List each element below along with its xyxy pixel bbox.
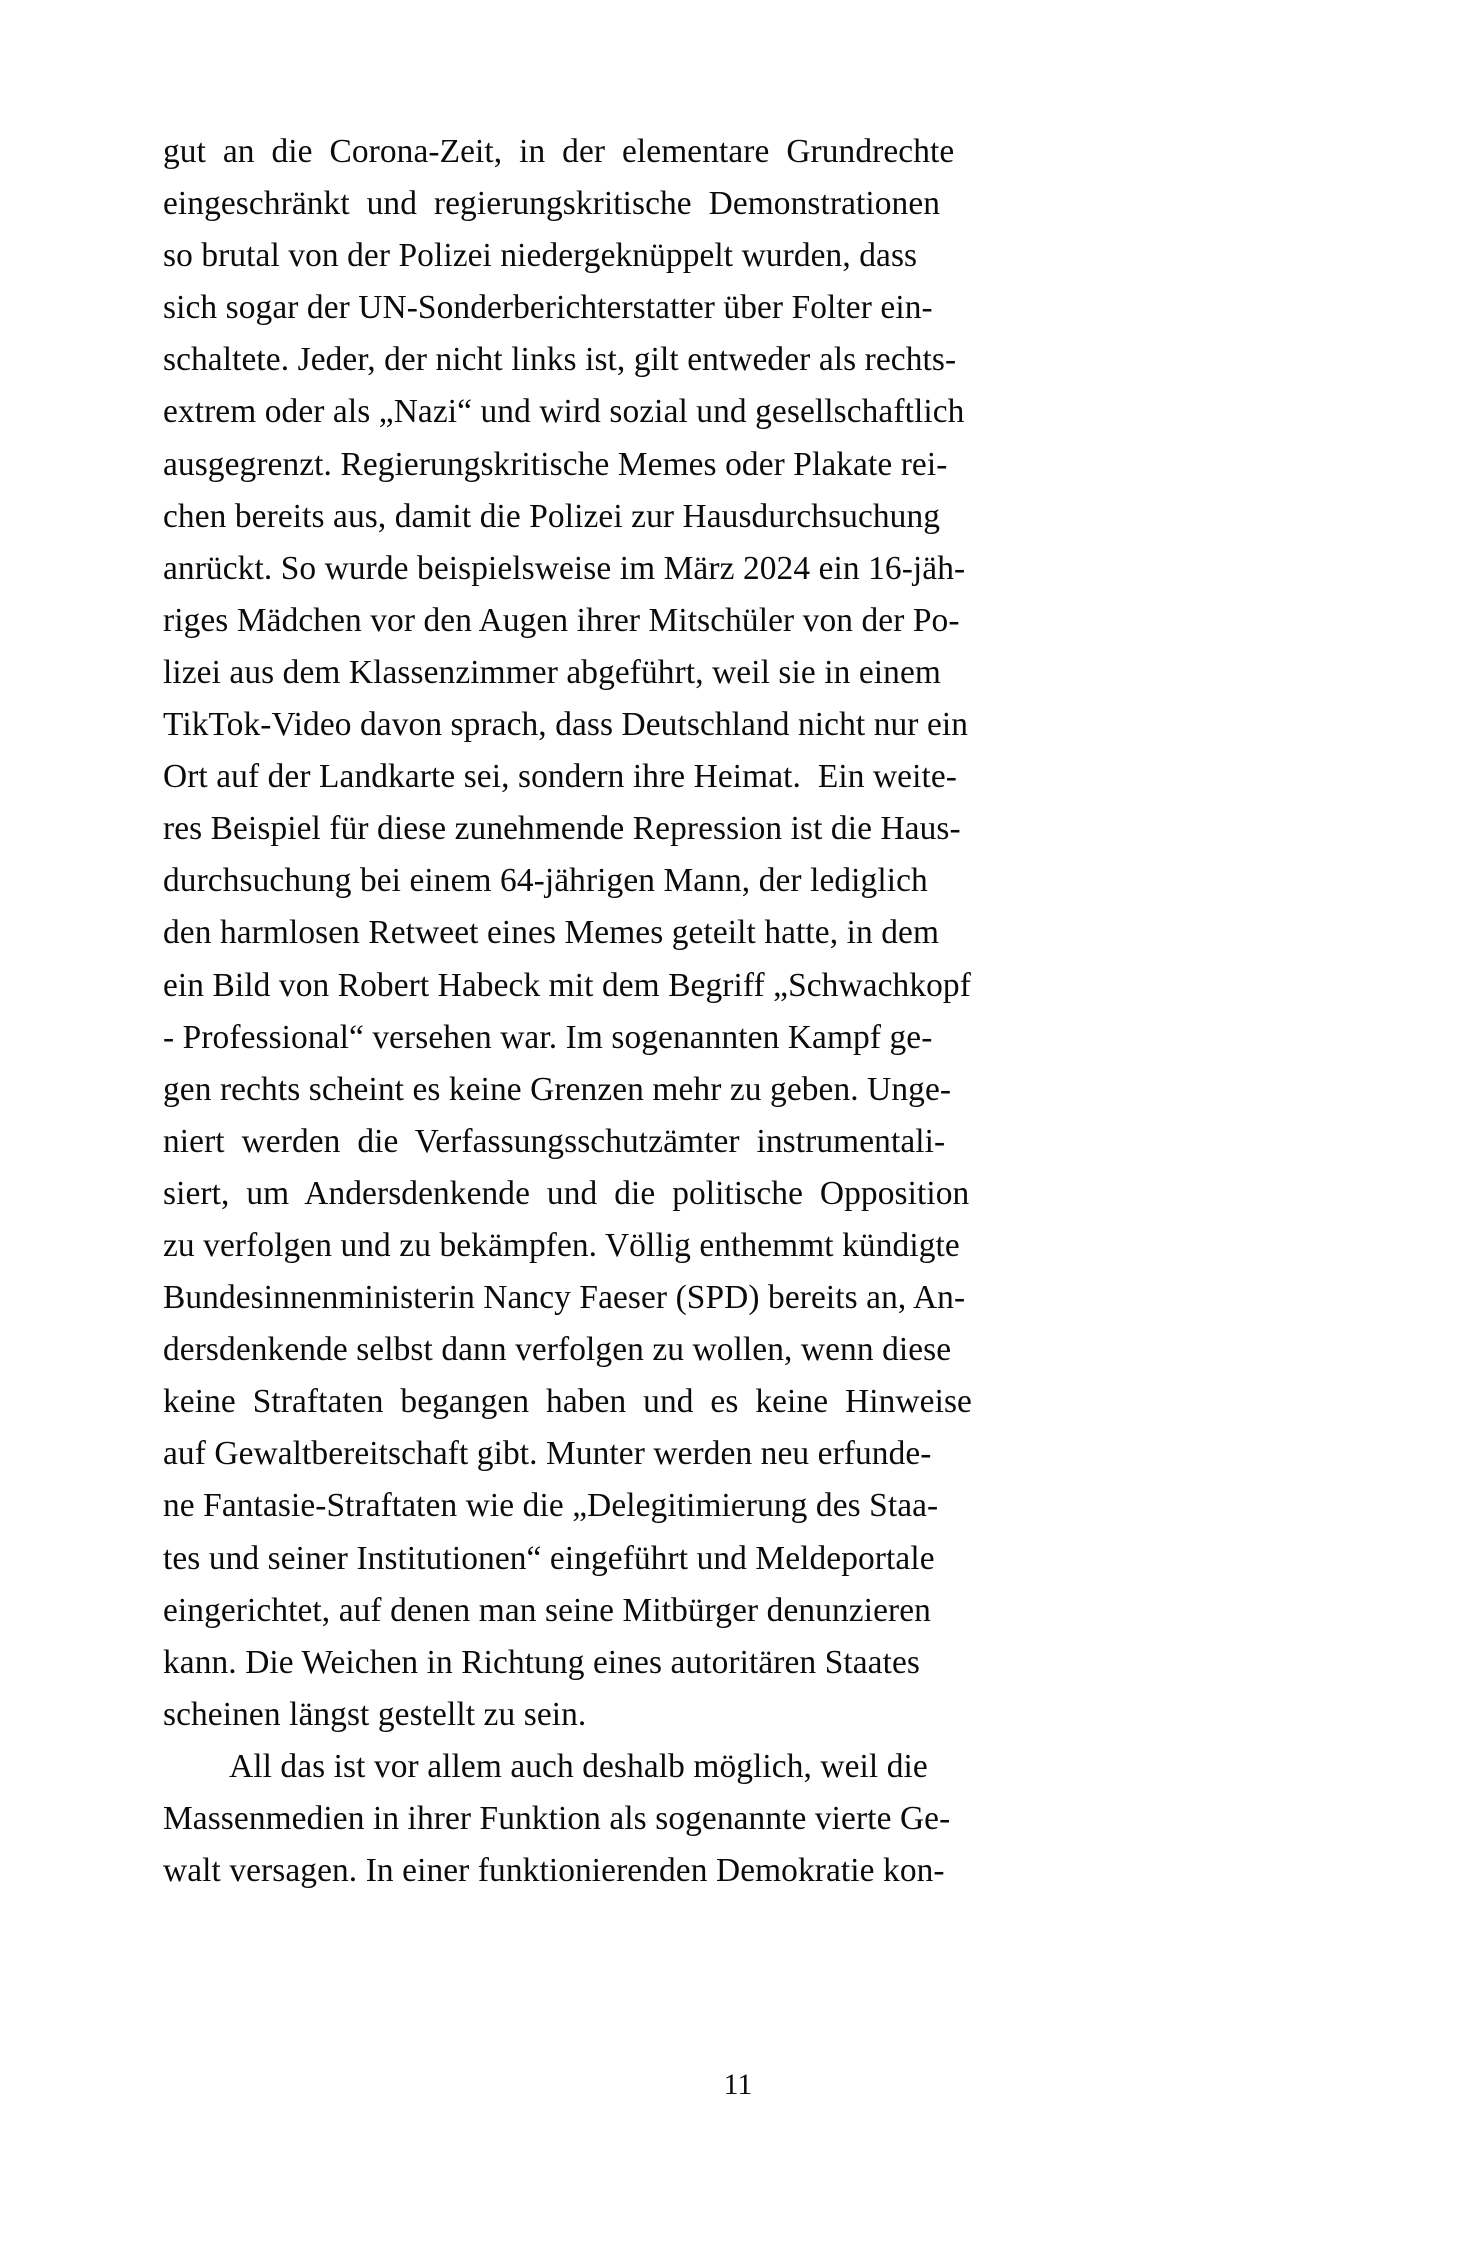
text-line: keine Straftaten begangen haben und es keine Hinweise <box>163 1383 972 1421</box>
text-line: sich sogar der UN-Sonderberichterstatter über Folter ein- <box>163 289 933 327</box>
body-text-block <box>163 126 972 1897</box>
text-line: gut an die Corona-Zeit, in der elementare Grundrechte <box>163 133 955 170</box>
text-line: durchsuchung bei einem 64-jährigen Mann, der lediglich <box>163 862 928 900</box>
text-line: ein Bild von Robert Habeck mit dem Begriff „Schwachkopf <box>163 966 971 1004</box>
text-line: niert werden die Verfassungsschutzämter instrumentali- <box>163 1122 946 1160</box>
text-line-content: All das ist vor allem auch deshalb möglich, weil die <box>229 1747 928 1785</box>
text-line: ne Fantasie-Straftaten wie die „Delegitimierung des Staa- <box>163 1487 939 1525</box>
text-line: schaltete. Jeder, der nicht links ist, gilt entweder als rechts- <box>163 341 957 379</box>
text-line: eingerichtet, auf denen man seine Mitbürger denunzieren <box>163 1591 931 1629</box>
text-line: auf Gewaltbereitschaft gibt. Munter werden neu erfunde- <box>163 1435 932 1473</box>
text-line: eingeschränkt und regierungskritische Demonstrationen <box>163 185 941 223</box>
text-line: so brutal von der Polizei niedergeknüppelt wurden, dass <box>163 237 918 275</box>
text-line: lizei aus dem Klassenzimmer abgeführt, weil sie in einem <box>163 653 941 691</box>
page-number: 11 <box>723 2068 753 2101</box>
text-line: anrückt. So wurde beispielsweise im März 2024 ein 16-jäh- <box>163 549 966 587</box>
text-line: ausgegrenzt. Regierungskritische Memes oder Plakate rei- <box>163 445 948 483</box>
text-line-paragraph-end: scheinen längst gestellt zu sein. <box>163 1695 587 1733</box>
text-line: walt versagen. In einer funktionierenden Demokratie kon- <box>163 1852 945 1890</box>
text-line: Massenmedien in ihrer Funktion als sogenannte vierte Ge- <box>163 1800 951 1837</box>
text-line: siert, um Andersdenkende und die politische Opposition <box>163 1174 970 1212</box>
text-line: tes und seiner Institutionen“ eingeführt und Meldeportale <box>163 1539 935 1577</box>
text-line: Ort auf der Landkarte sei, sondern ihre Heimat. Ein weite- <box>163 758 957 796</box>
text-line: dersdenkende selbst dann verfolgen zu wollen, wenn diese <box>163 1331 952 1369</box>
text-line: den harmlosen Retweet eines Memes geteilt hatte, in dem <box>163 914 940 952</box>
text-line: - Professional“ versehen war. Im sogenannten Kampf ge- <box>163 1018 933 1056</box>
text-line: zu verfolgen und zu bekämpfen. Völlig enthemmt kündigte <box>163 1226 960 1264</box>
text-line: chen bereits aus, damit die Polizei zur Hausdurchsuchung <box>163 497 941 535</box>
text-line: riges Mädchen vor den Augen ihrer Mitschüler von der Po- <box>163 601 960 639</box>
text-line: kann. Die Weichen in Richtung eines autoritären Staates <box>163 1643 920 1681</box>
text-line: TikTok-Video davon sprach, dass Deutschland nicht nur ein <box>163 706 969 744</box>
text-line: res Beispiel für diese zunehmende Repression ist die Haus- <box>163 810 961 848</box>
text-line: gen rechts scheint es keine Grenzen mehr zu geben. Unge- <box>163 1070 952 1108</box>
text-line-paragraph-start <box>163 1741 928 1793</box>
text-line: Bundesinnenministerin Nancy Faeser (SPD) bereits an, An- <box>163 1279 966 1317</box>
text-line: extrem oder als „Nazi“ und wird sozial und gesellschaftlich <box>163 393 965 431</box>
